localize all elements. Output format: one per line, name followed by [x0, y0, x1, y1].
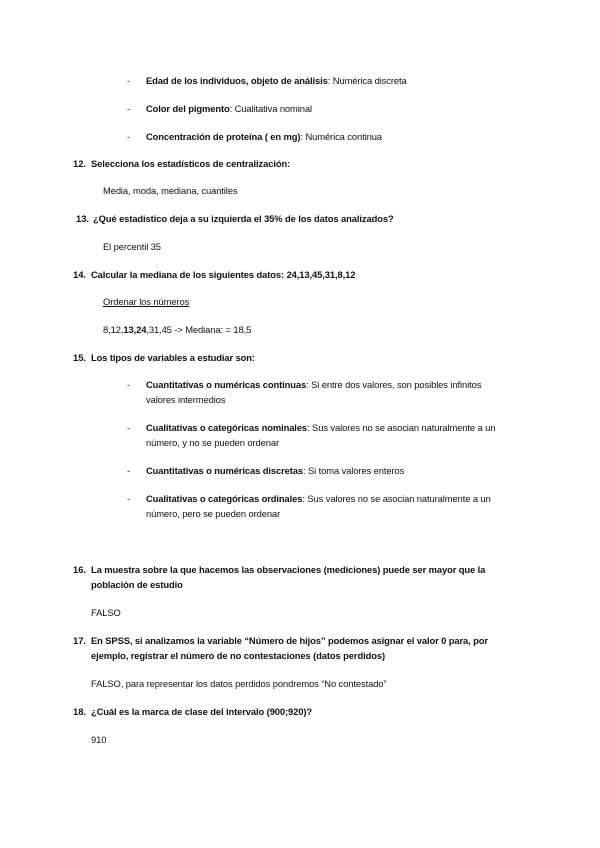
question-text-continuation: población de estudio	[91, 579, 183, 590]
bullet-dash: -	[127, 131, 131, 142]
bullet-item	[146, 421, 495, 434]
question-number: 17.	[73, 635, 87, 646]
answer-text: FALSO, para representar los datos perdidos pondremos “No contestado”	[91, 678, 387, 689]
bullet-item	[146, 492, 491, 505]
bullet-item: Edad de los individuos, objeto de análisis: Numérica discreta	[146, 75, 407, 86]
answer-text: FALSO	[91, 607, 121, 618]
question-number: 18.	[73, 706, 87, 717]
answer-text: 910	[91, 734, 107, 745]
question-data: 24,13,45,31,8,12	[286, 269, 356, 280]
bullet-dash: -	[127, 379, 131, 390]
bullet-value: Numérica discreta	[332, 75, 407, 86]
question-text-part: de los datos analizados?	[282, 213, 394, 224]
bullet-value: : Sus valores no se asocian naturalmente a un	[302, 493, 491, 504]
answer-part: ,31,45 -> Mediana: = 18,5	[146, 324, 252, 335]
answer-text: El percentil 35	[103, 241, 161, 252]
question-text	[91, 268, 355, 281]
bullet-continuation: número, pero se pueden ordenar	[146, 508, 281, 519]
bullet-item	[146, 464, 404, 477]
answer-text	[103, 323, 251, 336]
bullet-value: : Sus valores no se asocian naturalmente a un	[307, 422, 496, 433]
bullet-dash: -	[127, 103, 131, 114]
question-text: Los tipos de variables a estudiar son:	[91, 352, 255, 363]
question-number: 14.	[73, 269, 87, 280]
bullet-dash: -	[127, 465, 131, 476]
bullet-continuation: número, y no se pueden ordenar	[146, 437, 280, 448]
question-text-part: para, por	[446, 635, 488, 646]
question-text-part: En SPSS, si analizamos la variable “Número de hijos” podemos asignar el valor	[91, 635, 442, 646]
step-heading: Ordenar los números	[103, 296, 190, 307]
bullet-label: Cualitativas o categóricas ordinales	[146, 493, 303, 504]
question-number: 15.	[73, 352, 87, 363]
answer-text: Media, moda, mediana, cuantiles	[103, 185, 238, 196]
question-number: 12.	[73, 158, 87, 169]
bullet-item: Color del pigmento: Cualitativa nominal	[146, 103, 312, 114]
bullet-value: : Si entre dos valores, son posibles infinitos	[306, 379, 482, 390]
question-text-part: Calcular la mediana de los siguientes datos:	[91, 269, 287, 280]
bullet-value: : Si toma valores enteros	[302, 465, 405, 476]
bullet-dash: -	[127, 75, 131, 86]
bullet-value: Cualitativa nominal	[234, 103, 312, 114]
question-text	[93, 212, 394, 225]
bullet-label: Cualitativas o categóricas nominales	[146, 422, 308, 433]
bullet-item	[146, 378, 481, 391]
question-text: Selecciona los estadísticos de centralización:	[91, 158, 291, 169]
question-text: ¿Cuál es la marca de clase del intervalo (900;920)?	[91, 706, 313, 717]
question-text-highlight: 0	[441, 635, 447, 646]
bullet-label: Edad de los individuos, objeto de análisis	[146, 75, 328, 86]
bullet-dash: -	[127, 422, 131, 433]
question-number: 16.	[73, 564, 87, 575]
question-text-highlight: 35%	[264, 213, 283, 224]
bullet-label: Cuantitativas o numéricas continuas	[146, 379, 307, 390]
question-text	[91, 634, 488, 647]
question-text: La muestra sobre la que hacemos las observaciones (mediciones) puede ser mayor que la	[91, 564, 486, 575]
answer-part: 8,12,	[103, 324, 124, 335]
answer-highlight: 13,24	[123, 324, 147, 335]
question-text-part: ¿Qué estadístico deja a su izquierda el	[93, 213, 265, 224]
bullet-label: Cuantitativas o numéricas discretas	[146, 465, 303, 476]
bullet-dash: -	[127, 493, 131, 504]
bullet-continuation: valores intermedios	[146, 394, 226, 405]
question-text-continuation: ejemplo, registrar el número de no contestaciones (datos perdidos)	[91, 650, 385, 661]
bullet-value: Numérica continua	[305, 131, 382, 142]
question-number: 13.	[76, 213, 90, 224]
bullet-item: Concentración de proteína ( en mg): Numérica continua	[146, 131, 382, 142]
bullet-label: Color del pigmento	[146, 103, 230, 114]
bullet-label: Concentración de proteína ( en mg)	[146, 131, 301, 142]
